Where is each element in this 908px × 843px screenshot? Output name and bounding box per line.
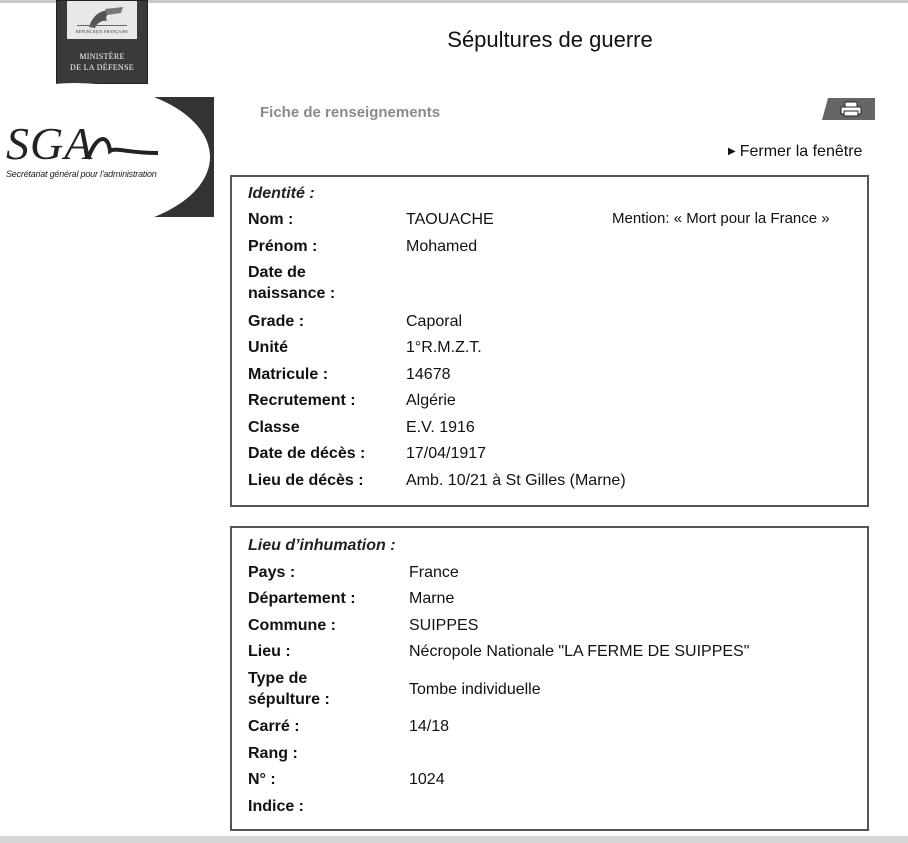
close-window-link[interactable] <box>728 143 862 161</box>
swoosh-icon <box>86 129 160 163</box>
field-value: Mohamed <box>406 238 478 255</box>
field-value: 14678 <box>406 366 451 383</box>
field-label: N° : <box>248 771 276 788</box>
field-label: Unité <box>248 339 288 356</box>
ministry-of-defense-logo <box>56 0 148 84</box>
identity-heading: Identité : <box>248 185 315 202</box>
field-value: TAOUACHE <box>406 211 494 228</box>
field-value: Algérie <box>406 392 456 409</box>
field-label: Commune : <box>248 617 336 634</box>
field-label: Pays : <box>248 564 296 581</box>
field-value: Tombe individuelle <box>409 681 541 698</box>
field-label: Rang : <box>248 745 298 762</box>
ministry-name: MINISTÈRE DE LA DÉFENSE <box>70 52 134 72</box>
field-value: France <box>409 564 459 581</box>
field-label: Date de naissance : <box>248 264 336 302</box>
field-label: Département : <box>248 590 356 607</box>
field-label: Lieu de décès : <box>248 472 364 489</box>
sga-tagline: Secrétariat général pour l'administration <box>6 169 157 179</box>
field-label: Classe <box>248 419 300 436</box>
field-value: 14/18 <box>409 718 450 735</box>
field-value: E.V. 1916 <box>406 419 475 436</box>
field-label: Recrutement : <box>248 392 356 409</box>
sga-wordmark: SGA <box>6 118 94 169</box>
mention-text: Mention: « Mort pour la France » <box>612 210 830 227</box>
burial-heading: Lieu d’inhumation : <box>248 537 396 554</box>
bottom-divider <box>0 836 908 843</box>
field-value: Nécropole Nationale "LA FERME DE SUIPPES" <box>409 643 750 660</box>
identity-panel <box>230 175 869 507</box>
sga-logo <box>0 97 214 217</box>
field-value: 1°R.M.Z.T. <box>406 339 482 356</box>
field-label: Carré : <box>248 718 300 735</box>
field-label: Prénom : <box>248 238 318 255</box>
field-value: 1024 <box>409 771 445 788</box>
printer-icon <box>840 101 862 117</box>
field-label: Type de sépulture : <box>248 670 330 708</box>
field-label: Lieu : <box>248 643 291 660</box>
field-value: Marne <box>409 590 455 607</box>
field-label: Matricule : <box>248 366 329 383</box>
print-button[interactable] <box>822 98 875 120</box>
field-value: Amb. 10/21 à St Gilles (Marne) <box>406 472 626 489</box>
field-label: Date de décès : <box>248 445 366 462</box>
triangle-right-icon: ▶ <box>728 146 736 157</box>
page-title: Sépultures de guerre <box>447 27 653 52</box>
field-value: Caporal <box>406 313 463 330</box>
page-subtitle: Fiche de renseignements <box>260 104 441 121</box>
field-value: 17/04/1917 <box>406 445 487 462</box>
close-window-label: Fermer la fenêtre <box>739 143 863 160</box>
field-label: Nom : <box>248 211 294 228</box>
field-value: SUIPPES <box>409 617 479 634</box>
field-label: Indice : <box>248 798 305 815</box>
field-label: Grade : <box>248 313 305 330</box>
burial-place-panel <box>230 526 869 831</box>
republique-francaise-label: RÉPUBLIQUE FRANÇAISE <box>75 29 129 34</box>
